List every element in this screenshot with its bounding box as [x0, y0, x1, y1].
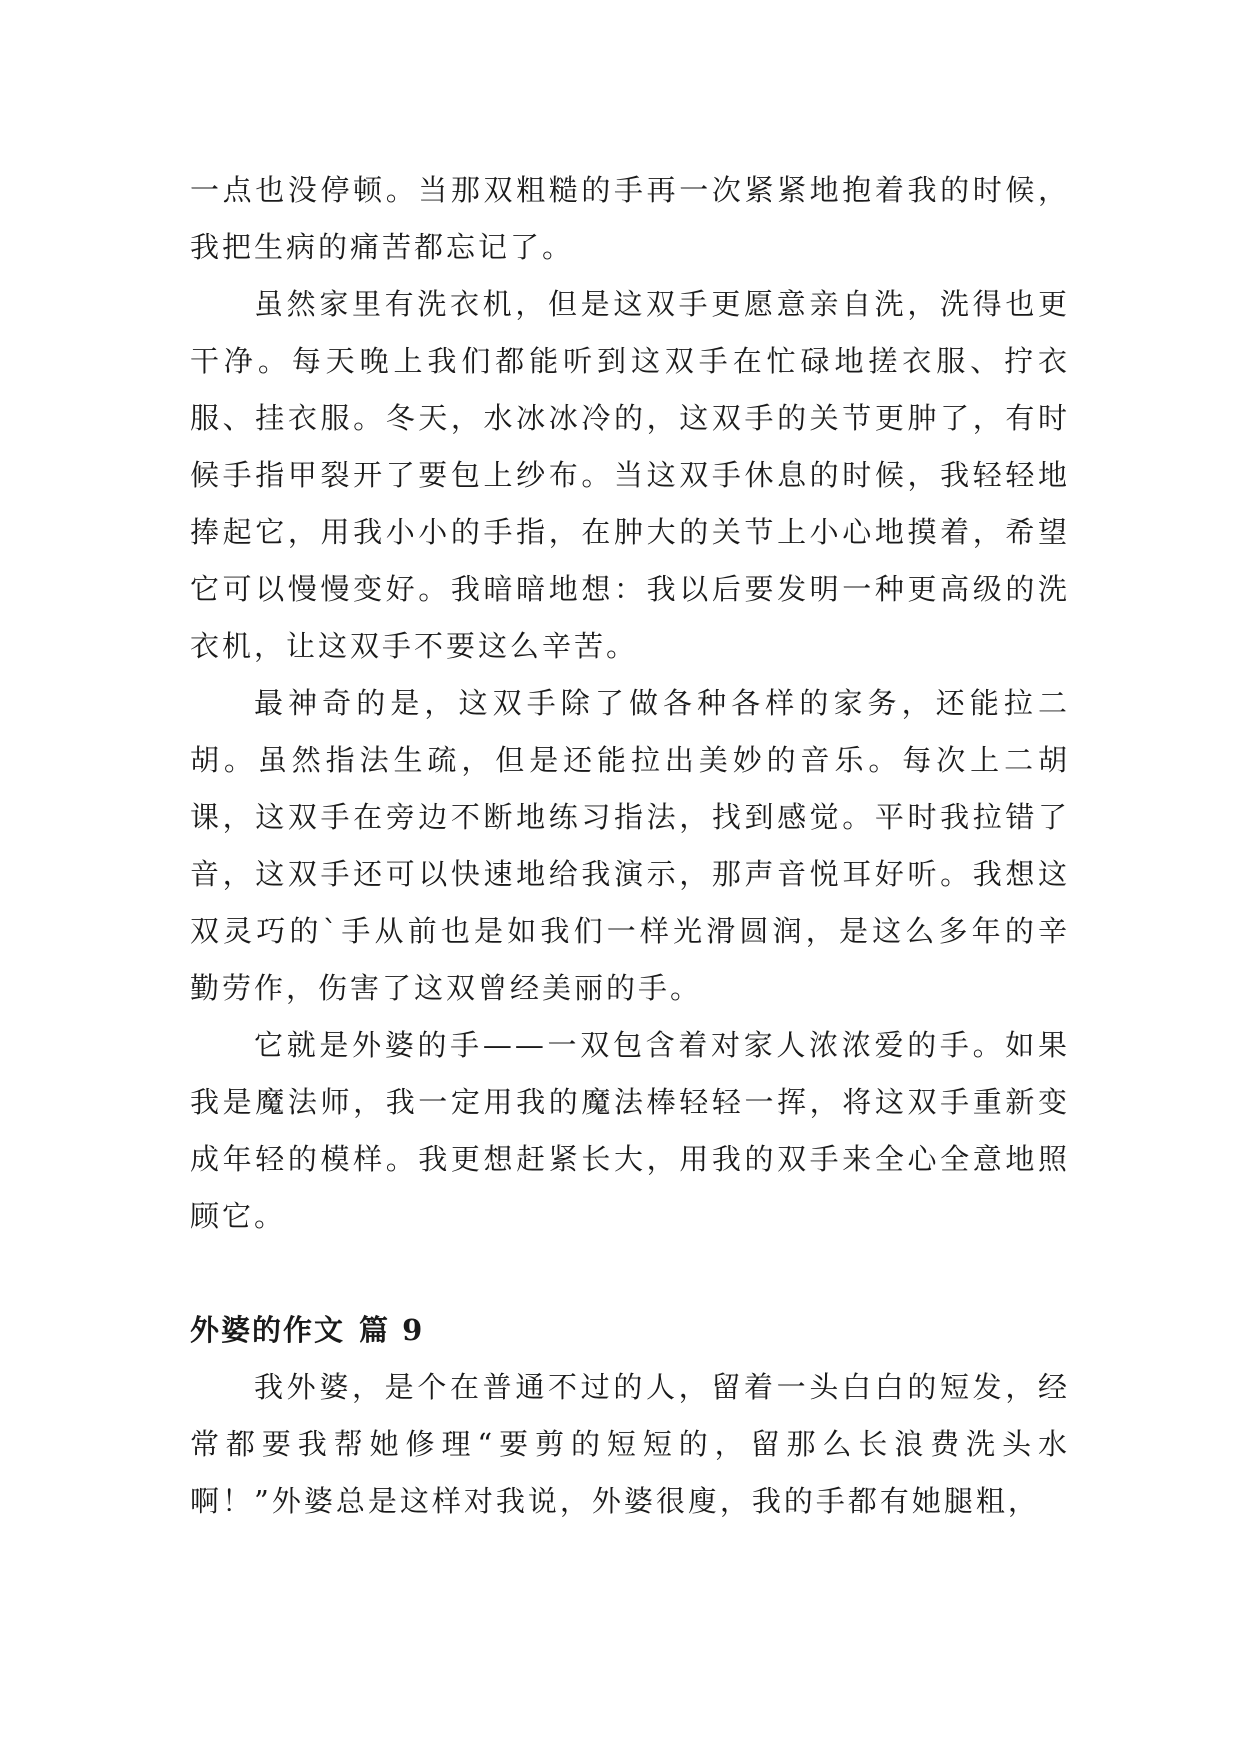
section-heading — [190, 1302, 1070, 1359]
document-body — [190, 162, 1070, 1530]
section-title: 外婆的作文 — [190, 1313, 346, 1347]
paragraph-washing-clothes: 虽然家里有洗衣机，但是这双手更愿意亲自洗，洗得也更干净。每天晚上我们都能听到这双手在忙碌地搓衣服、拧衣服、挂衣服。冬天，水冰冰冷的，这双手的关节更肿了，有时候手指甲裂开了要包上纱布。当这双手休息的时候，我轻轻地捧起它，用我小小的手指，在肿大的关节上小心地摸着，希望它可以慢慢变好。我暗暗地想：我以后要发明一种更高级的洗衣机，让这双手不要这么辛苦。 — [190, 287, 1070, 663]
paragraph-continuation: 一点也没停顿。当那双粗糙的手再一次紧紧地抱着我的时候，我把生病的痛苦都忘记了。 — [190, 173, 1070, 264]
section-number: 篇 9 — [359, 1313, 425, 1347]
paragraph-erhu: 最神奇的是，这双手除了做各种各样的家务，还能拉二胡。虽然指法生疏，但是还能拉出美妙的音乐。每次上二胡课，这双手在旁边不断地练习指法，找到感觉。平时我拉错了音，这双手还可以快速地给我演示，那声音悦耳好听。我想这双灵巧的`手从前也是如我们一样光滑圆润，是这么多年的辛勤劳作，伤害了这双曾经美丽的手。 — [190, 686, 1070, 1005]
paragraph-essay-9-intro: 我外婆，是个在普通不过的人，留着一头白白的短发，经常都要我帮她修理“要剪的短短的，留那么长浪费洗头水啊！”外婆总是这样对我说，外婆很廋，我的手都有她腿粗， — [190, 1370, 1070, 1518]
paragraph-grandma-hands: 它就是外婆的手——一双包含着对家人浓浓爱的手。如果我是魔法师，我一定用我的魔法棒轻轻一挥，将这双手重新变成年轻的模样。我更想赶紧长大，用我的双手来全心全意地照顾它。 — [190, 1028, 1070, 1233]
